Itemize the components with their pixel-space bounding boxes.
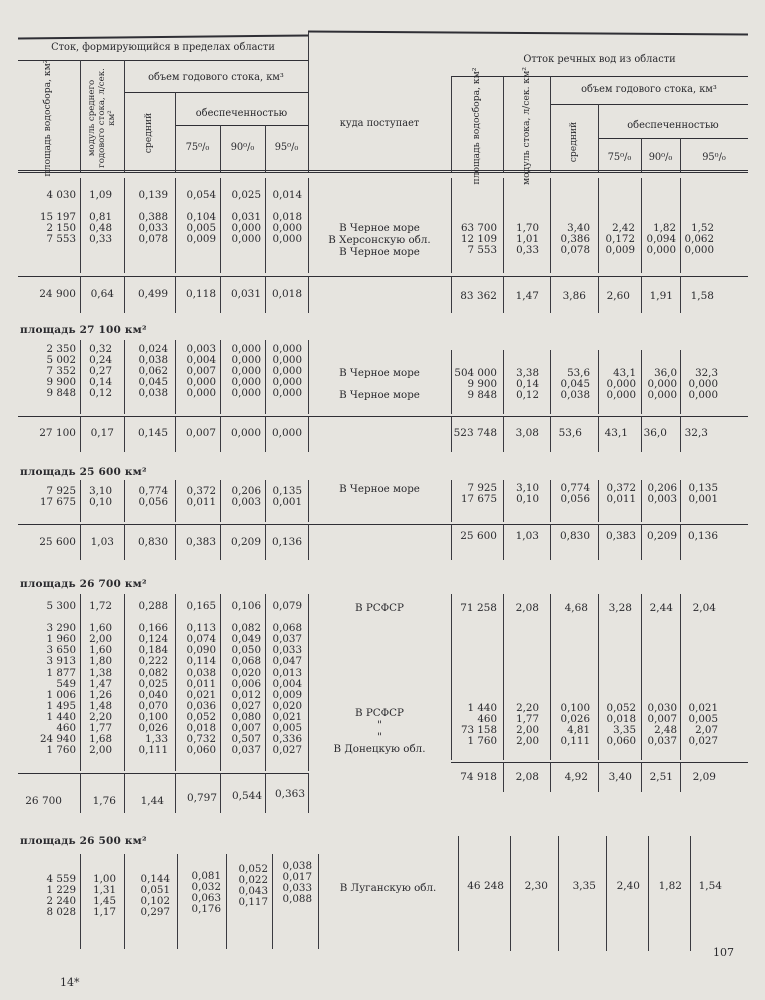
col-divider <box>308 276 309 313</box>
col-divider <box>220 773 221 813</box>
col-divider <box>503 178 504 273</box>
col-divider <box>680 524 681 560</box>
header-volume-rule-right <box>550 104 748 105</box>
header-left-group: Сток, формирующийся в пределах области <box>51 42 275 53</box>
header-area-right: площадь водосбора, км² <box>471 67 482 185</box>
col-divider <box>451 178 452 273</box>
header-divider <box>308 32 309 172</box>
s3-mean: 0,774 0,056 <box>138 485 168 509</box>
col-divider <box>451 350 452 414</box>
col-divider <box>641 524 642 560</box>
col-divider <box>550 762 551 792</box>
col-divider <box>503 276 504 313</box>
header-p90: 90⁰/₀ <box>230 142 255 153</box>
s4-r-mod: 2,20 1,77 2,00 2,00 <box>516 702 539 748</box>
s4-total-p90: 0,544 <box>231 790 262 802</box>
s2-p95: 0,000 0,000 0,000 0,000 0,000 <box>272 343 302 400</box>
s2-mean: 0,024 0,038 0,062 0,045 0,038 <box>138 343 168 400</box>
col-divider <box>175 773 176 813</box>
s1-p90: 0,025 0,031 0,000 0,000 <box>231 189 261 246</box>
col-divider <box>680 178 681 273</box>
header-p95-right: 95⁰/₀ <box>702 152 726 163</box>
s4-rtotal-p75: 3,40 <box>608 771 632 783</box>
s3-title: площадь 25 600 км² <box>20 466 147 478</box>
col-divider <box>451 276 452 313</box>
header-p95: 95⁰/₀ <box>274 142 299 153</box>
col-divider <box>175 480 176 522</box>
col-divider <box>265 416 266 452</box>
s1-rtotal-area: 83 362 <box>460 290 497 302</box>
s5-mod: 1,00 1,31 1,45 1,17 <box>93 873 116 919</box>
s2-rtotal-p90: 36,0 <box>643 427 667 439</box>
s4-total-p95: 0,363 <box>274 788 305 800</box>
col-divider <box>220 276 221 313</box>
col-divider <box>124 854 125 949</box>
s2-rtotal-mean: 53,6 <box>558 427 582 439</box>
col-divider <box>451 480 452 522</box>
col-divider <box>220 178 221 273</box>
s3-total-mod: 1,03 <box>90 536 114 548</box>
col-divider <box>220 340 221 414</box>
col-divider <box>451 594 452 760</box>
col-divider <box>80 178 81 273</box>
col-divider <box>124 480 125 522</box>
s2-rtotal-mod: 3,08 <box>515 427 539 439</box>
s1-rtotal-mod: 1,47 <box>515 290 539 302</box>
col-divider <box>308 416 309 452</box>
s5-r-mean: 3,35 <box>572 880 596 892</box>
s3-area: 7 925 17 675 <box>39 485 76 509</box>
header-volume: объем годового стока, км³ <box>148 72 284 83</box>
s2-r-p75: 43,1 0,000 0,000 <box>606 367 636 402</box>
s4-total-mod: 1,76 <box>92 795 116 807</box>
s2-r-p95: 32,3 0,000 0,000 <box>688 367 718 402</box>
s2-title: площадь 27 100 км² <box>20 324 147 336</box>
col-divider <box>598 524 599 560</box>
s2-r-mean: 53,6 0,045 0,038 <box>560 367 590 402</box>
col-divider <box>458 836 459 951</box>
col-divider <box>265 524 266 560</box>
s3-destination: В Черное море <box>339 483 420 495</box>
s4-rtop-mod: 2,08 <box>515 602 539 614</box>
page-number: 107 <box>713 946 734 959</box>
s5-mean: 0,144 0,051 0,102 0,297 <box>140 873 170 919</box>
header-subrule-left <box>18 60 308 61</box>
table-top-rule <box>18 34 308 39</box>
s4-title: площадь 26 700 км² <box>20 578 147 590</box>
s4-r-mean: 0,100 0,026 4,81 0,111 <box>560 702 590 748</box>
s4-destination-bottom: В РСФСР " " В Донецкую обл. <box>333 707 426 755</box>
s2-total-rule <box>18 416 748 417</box>
col-divider <box>598 762 599 792</box>
col-divider <box>175 594 176 771</box>
s4-r-p95: 0,021 0,005 2,07 0,027 <box>688 702 718 748</box>
s2-total-p90: 0,000 <box>230 427 261 439</box>
s5-p95: 0,038 0,017 0,033 0,088 <box>282 860 312 906</box>
s1-p95: 0,014 0,018 0,000 0,000 <box>272 189 302 246</box>
col-divider <box>680 350 681 414</box>
s3-r-p75: 0,372 0,011 <box>606 482 636 506</box>
header-right-group: Отток речных вод из области <box>523 54 676 65</box>
col-divider <box>510 836 511 951</box>
col-divider <box>606 836 607 951</box>
s1-r-mod: 1,70 1,01 0,33 <box>516 222 539 257</box>
s3-r-mean: 0,774 0,056 <box>560 482 590 506</box>
header-provision: обеспеченностью <box>195 108 288 119</box>
col-divider <box>680 480 681 522</box>
col-divider <box>308 773 309 813</box>
header-bottom-rule <box>18 170 748 173</box>
s2-total-mod: 0,17 <box>90 427 114 439</box>
s4-r-p75: 0,052 0,018 3,35 0,060 <box>606 702 636 748</box>
s4-rtotal-area: 74 918 <box>460 771 497 783</box>
s2-rtotal-p75: 43,1 <box>604 427 628 439</box>
col-divider <box>558 836 559 951</box>
s4-mean: 0,288 0,166 0,124 0,184 0,222 0,082 0,025 0,040 0,070 0,100 0,026 1,33 0,111 <box>138 600 168 757</box>
sheet-mark: 14* <box>60 976 80 989</box>
s1-rtotal-p90: 1,91 <box>649 290 673 302</box>
s2-r-area: 504 000 9 900 9 848 <box>454 367 497 402</box>
s4-p95: 0,079 0,068 0,037 0,033 0,047 0,013 0,004 0,009 0,020 0,021 0,005 0,336 0,027 <box>272 600 302 757</box>
s2-r-p90: 36,0 0,000 0,000 <box>647 367 677 402</box>
s2-destination: В Черное море В Черное море <box>339 367 420 402</box>
s2-area: 2 350 5 002 7 352 9 900 9 848 <box>46 343 76 400</box>
s4-mod: 1,72 1,60 2,00 1,60 1,80 1,38 1,47 1,26 1,48 2,20 1,77 1,68 2,00 <box>89 600 112 757</box>
col-divider <box>598 350 599 414</box>
col-divider <box>265 276 266 313</box>
s4-total-mean: 1,44 <box>140 795 164 807</box>
s4-rtotal-mod: 2,08 <box>515 771 539 783</box>
s3-rtotal-area: 25 600 <box>460 530 497 542</box>
header-p90-right: 90⁰/₀ <box>648 152 673 163</box>
col-divider <box>265 178 266 273</box>
col-divider <box>265 340 266 414</box>
header-divider <box>80 60 81 172</box>
col-divider <box>641 594 642 760</box>
s3-r-area: 7 925 17 675 <box>460 482 497 506</box>
s2-p75: 0,003 0,004 0,007 0,000 0,000 <box>186 343 216 400</box>
col-divider <box>220 594 221 771</box>
header-divider <box>451 76 452 172</box>
s5-destination: В Луганскую обл. <box>339 882 437 894</box>
col-divider <box>175 416 176 452</box>
s1-area: 4 030 15 197 2 150 7 553 <box>39 189 76 246</box>
s1-total-p95: 0,018 <box>271 288 302 300</box>
col-divider <box>503 480 504 522</box>
s1-total-rule <box>18 276 748 277</box>
col-divider <box>451 524 452 560</box>
s1-r-p90: 1,82 0,094 0,000 <box>646 222 676 257</box>
s5-p75: 0,081 0,032 0,063 0,176 <box>191 870 221 916</box>
col-divider <box>641 178 642 273</box>
col-divider <box>503 524 504 560</box>
s2-total-area: 27 100 <box>39 427 76 439</box>
header-subrule-right <box>451 76 748 77</box>
col-divider <box>550 416 551 452</box>
s4-p75: 0,165 0,113 0,074 0,090 0,114 0,038 0,011 0,021 0,036 0,052 0,018 0,732 0,060 <box>186 600 216 757</box>
s4-area: 5 300 3 290 1 960 3 650 3 913 1 877 549 1 006 1 495 1 440 460 24 940 1 760 <box>39 600 76 757</box>
header-mean-right: средний <box>568 121 579 163</box>
header-area: площадь водосбора, км² <box>42 59 53 177</box>
s3-p90: 0,206 0,003 <box>231 485 261 509</box>
s3-total-p75: 0,383 <box>185 536 216 548</box>
s4-rtotal-p90: 2,51 <box>649 771 673 783</box>
col-divider <box>680 594 681 760</box>
s5-r-mod: 2,30 <box>524 880 548 892</box>
s3-total-area: 25 600 <box>39 536 76 548</box>
s3-rtotal-mod: 1,03 <box>515 530 539 542</box>
col-divider <box>318 854 319 949</box>
col-divider <box>641 350 642 414</box>
s5-r-p90: 1,82 <box>658 880 682 892</box>
col-divider <box>598 178 599 273</box>
col-divider <box>550 350 551 414</box>
s1-r-p95: 1,52 0,062 0,000 <box>684 222 714 257</box>
col-divider <box>124 416 125 452</box>
header-provision-rule-right <box>598 138 748 139</box>
col-divider <box>648 836 649 951</box>
s2-rtotal-p95: 32,3 <box>684 427 708 439</box>
col-divider <box>503 594 504 760</box>
header-modulus: модуль среднего годового стока, л/сек. км² <box>87 68 117 168</box>
col-divider <box>265 773 266 813</box>
s1-p75: 0,054 0,104 0,005 0,009 <box>186 189 216 246</box>
s5-area: 4 559 1 229 2 240 8 028 <box>46 873 76 919</box>
s1-destination: В Черное море В Херсонскую обл. В Черное море <box>328 222 431 258</box>
s4-rtop-mean: 4,68 <box>564 602 588 614</box>
col-divider <box>175 340 176 414</box>
header-volume-rule <box>124 92 308 93</box>
col-divider <box>680 416 681 452</box>
col-divider <box>220 524 221 560</box>
col-divider <box>80 854 81 949</box>
col-divider <box>641 276 642 313</box>
s2-total-p75: 0,007 <box>185 427 216 439</box>
s1-r-p75: 2,42 0,172 0,009 <box>605 222 635 257</box>
s2-r-mod: 3,38 0,14 0,12 <box>516 367 539 402</box>
col-divider <box>550 178 551 273</box>
s2-rtotal-area: 523 748 <box>453 427 497 439</box>
s4-right-total-rule <box>451 762 748 763</box>
s4-p90: 0,106 0,082 0,049 0,050 0,068 0,020 0,006 0,012 0,027 0,080 0,007 0,507 0,037 <box>231 600 261 757</box>
header-mean: средний <box>143 112 154 154</box>
col-divider <box>598 594 599 760</box>
col-divider <box>177 854 178 949</box>
col-divider <box>124 340 125 414</box>
col-divider <box>265 594 266 771</box>
col-divider <box>550 524 551 560</box>
col-divider <box>308 524 309 560</box>
s4-r-p90: 0,030 0,007 2,48 0,037 <box>647 702 677 748</box>
col-divider <box>124 276 125 313</box>
s1-r-mean: 3,40 0,386 0,078 <box>560 222 590 257</box>
col-divider <box>80 480 81 522</box>
col-divider <box>124 178 125 273</box>
col-divider <box>80 276 81 313</box>
col-divider <box>265 480 266 522</box>
s3-rtotal-p95: 0,136 <box>687 530 718 542</box>
s1-total-mean: 0,499 <box>137 288 168 300</box>
col-divider <box>598 416 599 452</box>
s5-r-p95: 1,54 <box>698 880 722 892</box>
s1-total-p90: 0,031 <box>230 288 261 300</box>
col-divider <box>641 416 642 452</box>
col-divider <box>175 178 176 273</box>
col-divider <box>124 594 125 771</box>
col-divider <box>598 480 599 522</box>
s4-rtotal-p95: 2,09 <box>692 771 716 783</box>
s3-total-p95: 0,136 <box>271 536 302 548</box>
s4-r-area: 1 440 460 73 158 1 760 <box>460 702 497 748</box>
col-divider <box>641 762 642 792</box>
s2-mod: 0,32 0,24 0,27 0,14 0,12 <box>89 343 112 400</box>
col-divider <box>80 524 81 560</box>
s3-total-mean: 0,830 <box>137 536 168 548</box>
s3-rtotal-p75: 0,383 <box>605 530 636 542</box>
s4-total-area: 26 700 <box>25 795 62 807</box>
col-divider <box>80 416 81 452</box>
header-modulus-right: модуль стока, л/сек. км² <box>521 67 532 185</box>
col-divider <box>80 340 81 414</box>
header-destination: куда поступает <box>339 118 420 129</box>
col-divider <box>80 773 81 813</box>
s5-p90: 0,052 0,022 0,043 0,117 <box>238 863 268 909</box>
s3-total-rule <box>18 524 748 525</box>
s2-p90: 0,000 0,000 0,000 0,000 0,000 <box>231 343 261 400</box>
col-divider <box>175 524 176 560</box>
col-divider <box>220 480 221 522</box>
s1-total-area: 24 900 <box>39 288 76 300</box>
s5-r-p75: 2,40 <box>616 880 640 892</box>
col-divider <box>680 276 681 313</box>
s5-r-area: 46 248 <box>467 880 504 892</box>
header-p75: 75⁰/₀ <box>185 142 210 153</box>
col-divider <box>124 524 125 560</box>
col-divider <box>124 773 125 813</box>
s1-rtotal-p95: 1,58 <box>690 290 714 302</box>
col-divider <box>175 276 176 313</box>
s4-total-p75: 0,797 <box>186 792 217 804</box>
col-divider <box>503 416 504 452</box>
header-provision-rule <box>175 125 308 126</box>
col-divider <box>503 350 504 414</box>
s1-rtotal-p75: 2,60 <box>606 290 630 302</box>
s2-total-p95: 0,000 <box>271 427 302 439</box>
s3-r-p90: 0,206 0,003 <box>647 482 677 506</box>
s4-rtop-p95: 2,04 <box>692 602 716 614</box>
header-p75-right: 75⁰/₀ <box>607 152 632 163</box>
s4-rtop-area: 71 258 <box>460 602 497 614</box>
s2-total-mean: 0,145 <box>137 427 168 439</box>
col-divider <box>680 762 681 792</box>
s3-r-p95: 0,135 0,001 <box>688 482 718 506</box>
s3-total-p90: 0,209 <box>230 536 261 548</box>
s1-rtotal-mean: 3,86 <box>562 290 586 302</box>
s3-rtotal-mean: 0,830 <box>559 530 590 542</box>
s3-mod: 3,10 0,10 <box>89 485 112 509</box>
table-top-rule-right <box>308 30 748 35</box>
header-volume-right: объем годового стока, км³ <box>581 84 717 95</box>
s1-mean: 0,139 0,388 0,033 0,078 <box>138 189 168 246</box>
header-provision-right: обеспеченностью <box>627 120 719 131</box>
s5-title: площадь 26 500 км² <box>20 835 147 847</box>
header-divider <box>503 76 504 172</box>
col-divider <box>690 836 691 951</box>
col-divider <box>550 276 551 313</box>
col-divider <box>226 854 227 949</box>
s3-r-mod: 3,10 0,10 <box>516 482 539 506</box>
col-divider <box>550 594 551 760</box>
s1-total-mod: 0,64 <box>90 288 114 300</box>
header-divider <box>175 92 176 172</box>
col-divider <box>272 854 273 949</box>
s4-rtotal-mean: 4,92 <box>564 771 588 783</box>
col-divider <box>550 480 551 522</box>
col-divider <box>220 416 221 452</box>
s4-rtop-p90: 2,44 <box>649 602 673 614</box>
col-divider <box>641 480 642 522</box>
col-divider <box>451 416 452 452</box>
col-divider <box>503 762 504 792</box>
s1-r-area: 63 700 12 109 7 553 <box>460 222 497 257</box>
col-divider <box>598 276 599 313</box>
s4-destination-top: В РСФСР <box>354 602 404 614</box>
s3-p95: 0,135 0,001 <box>272 485 302 509</box>
s3-rtotal-p90: 0,209 <box>646 530 677 542</box>
s4-rtop-p75: 3,28 <box>608 602 632 614</box>
s1-total-p75: 0,118 <box>185 288 216 300</box>
s1-mod: 1,09 0,81 0,48 0,33 <box>89 189 112 246</box>
s3-p75: 0,372 0,011 <box>186 485 216 509</box>
col-divider <box>80 594 81 771</box>
